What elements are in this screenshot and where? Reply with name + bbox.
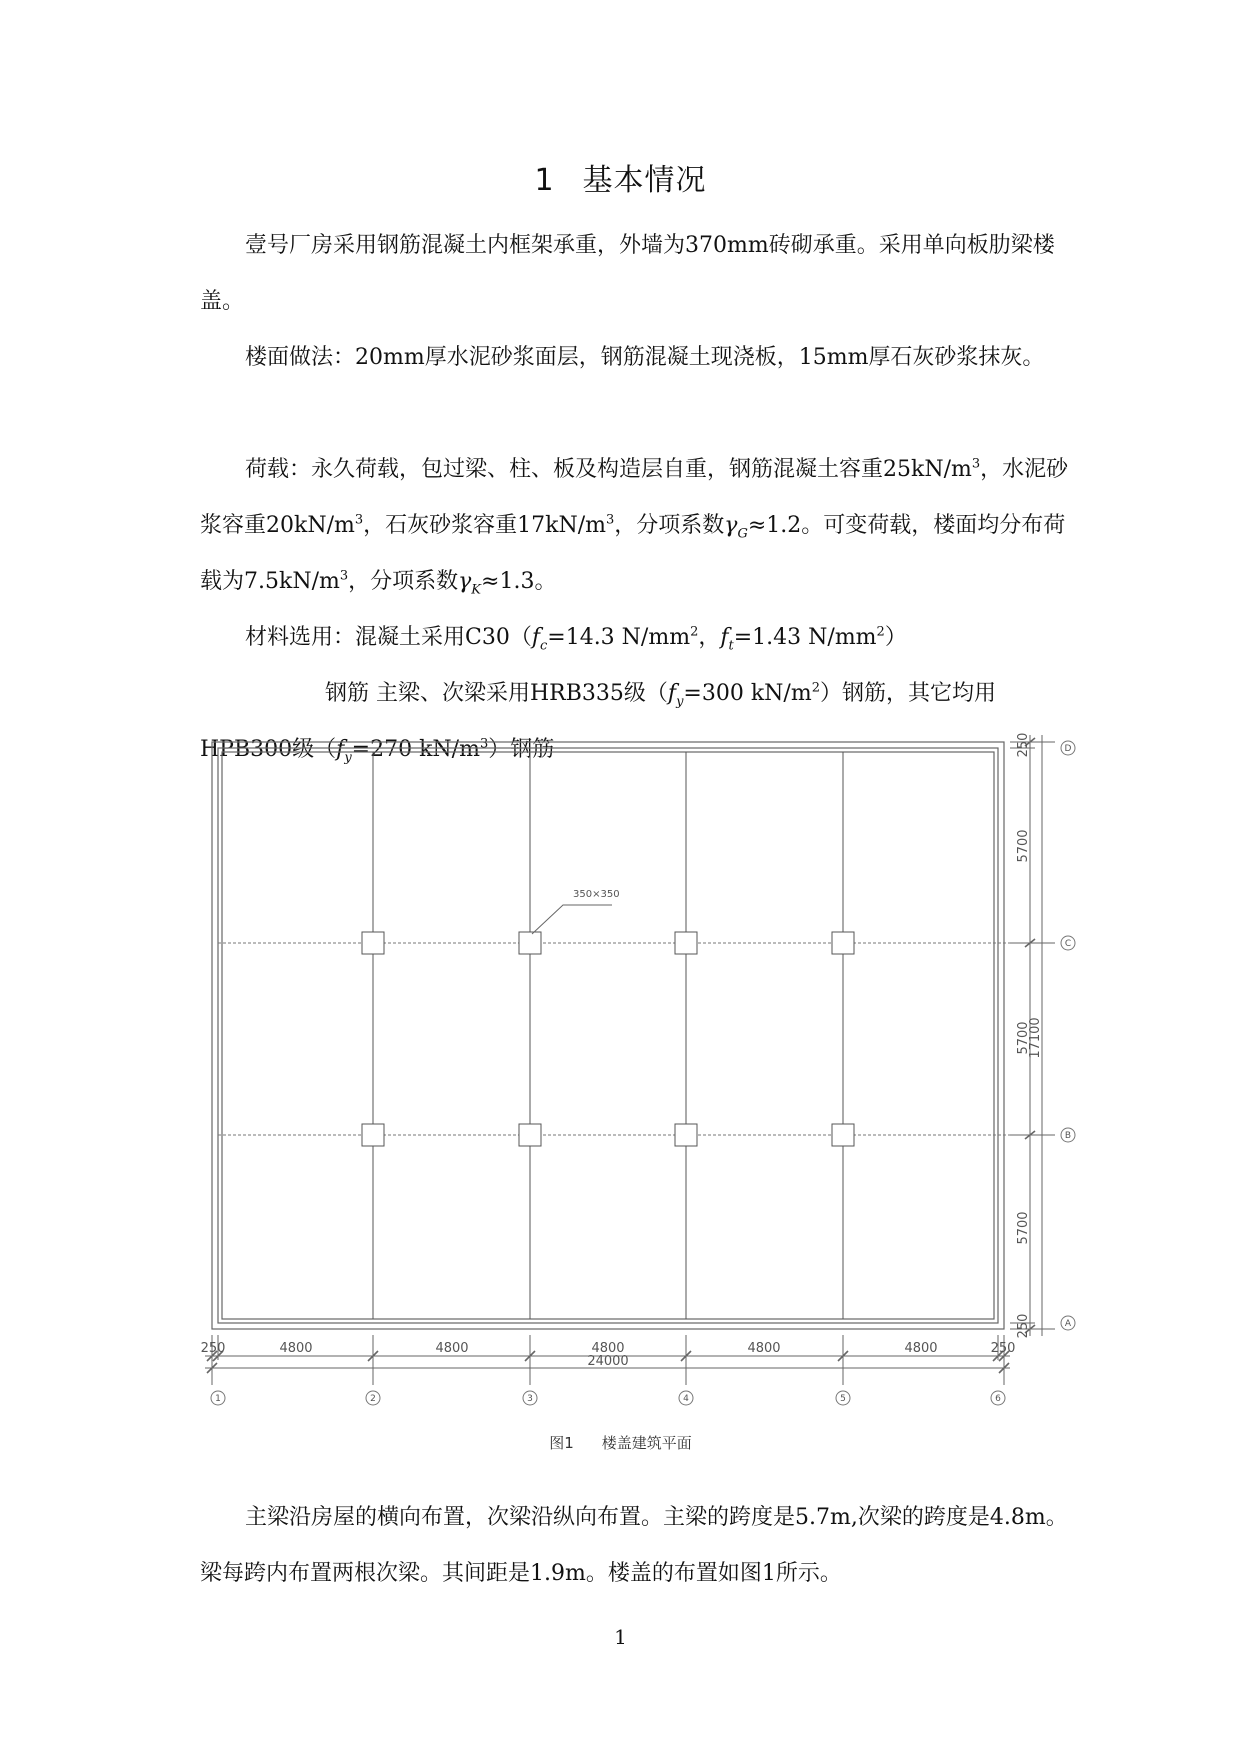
- section-number: 1: [534, 163, 555, 198]
- outer-walls: [212, 742, 1004, 1329]
- paragraph-structure: 壹号厂房采用钢筋混凝土内框架承重，外墙为370mm砖砌承重。采用单向板肋梁楼盖。: [200, 233, 1055, 314]
- column: [832, 1124, 854, 1146]
- column-leader: [532, 905, 612, 934]
- axis-label: C: [1064, 939, 1072, 949]
- leader-line: [532, 905, 612, 934]
- dim-label: 5700: [1016, 1021, 1031, 1055]
- dim-total-width: 24000: [587, 1354, 629, 1369]
- dim-label: 250: [1016, 1313, 1031, 1339]
- column: [362, 932, 384, 954]
- column: [519, 1124, 541, 1146]
- paragraph-loads: 荷载：永久荷载，包过梁、柱、板及构造层自重，钢筋混凝土容重$25kN/m^3$，水泥砂浆容重$20kN/m^3$，石灰砂浆容重$17kN/m^3$，分项系数$\gamma_G\approx 1.2$。可变荷载，楼面均分布荷载为$7.5kN/m^3$，分项系数$\gamma_K\approx 1.3$。: [200, 456, 1069, 598]
- axis-label: A: [1064, 1319, 1072, 1329]
- column: [675, 932, 697, 954]
- axis-label: 1: [215, 1394, 221, 1404]
- wall-inner-line-2: [222, 752, 994, 1319]
- section-title: 基本情况: [582, 163, 707, 198]
- dim-label: 250: [990, 1341, 1016, 1356]
- dim-label: 4800: [904, 1341, 938, 1356]
- axis-label: 2: [370, 1394, 376, 1404]
- axis-labels-x: [215, 1394, 1001, 1404]
- dim-label: 250: [1016, 732, 1031, 758]
- axis-label: 5: [840, 1394, 846, 1404]
- column: [519, 932, 541, 954]
- dim-label: 250: [200, 1341, 226, 1356]
- axis-labels-y: [1065, 744, 1072, 1329]
- grid-lines-horizontal: [218, 943, 1035, 1135]
- dim-label: 4800: [279, 1341, 313, 1356]
- figure-title: 楼盖建筑平面: [601, 1434, 692, 1452]
- column: [362, 1124, 384, 1146]
- wall-outer-line: [212, 742, 1004, 1329]
- paragraph-floor-method: 楼面做法：20mm厚水泥砂浆面层，钢筋混凝土现浇板，15mm厚石灰砂浆抹灰。: [245, 345, 1045, 370]
- axis-label: B: [1064, 1131, 1072, 1141]
- paragraph-beam-layout: 主梁沿房屋的横向布置，次梁沿纵向布置。主梁的跨度是5.7m,次梁的跨度是4.8m。梁每跨内布置两根次梁。其间距是1.9m。楼盖的布置如图1所示。: [200, 1505, 1068, 1586]
- wall-inner-line: [218, 748, 998, 1323]
- columns: [362, 932, 854, 1146]
- dim-label: 5700: [1016, 1211, 1031, 1245]
- column: [675, 1124, 697, 1146]
- axis-label: 6: [995, 1394, 1001, 1404]
- bottom-dim-labels: [201, 1341, 1016, 1369]
- figure-number: 图1: [549, 1434, 574, 1452]
- column-size-label: 350×350: [573, 889, 620, 900]
- axis-label: 4: [683, 1394, 689, 1404]
- dim-label: 4800: [747, 1341, 781, 1356]
- axis-label: D: [1064, 744, 1072, 754]
- dim-label: 4800: [435, 1341, 469, 1356]
- paragraph-rebar: 钢筋 主梁、次梁采用HRB335级（$f_y=300$ $kN/m^2$）钢筋，其它均用HPB300级（$f_y=270$ $kN/m^3$）钢筋: [200, 680, 996, 766]
- axis-bubbles-x: [211, 1391, 1005, 1405]
- axis-label: 3: [527, 1394, 533, 1404]
- page-number: 1: [614, 1625, 627, 1649]
- column: [832, 932, 854, 954]
- figure-caption: [0, 1432, 1241, 1453]
- dim-label: 4800: [591, 1341, 625, 1356]
- grid-lines-vertical: [373, 752, 843, 1319]
- dim-total-depth: 17100: [1028, 1017, 1043, 1059]
- dim-label: 5700: [1016, 829, 1031, 863]
- axis-bubbles-y: [1061, 741, 1075, 1330]
- paragraph-concrete: 材料选用：混凝土采用$C30(f_c=14.3$ $N/mm^2$，$f_t=1.43$ $N/mm^2$）: [245, 624, 907, 654]
